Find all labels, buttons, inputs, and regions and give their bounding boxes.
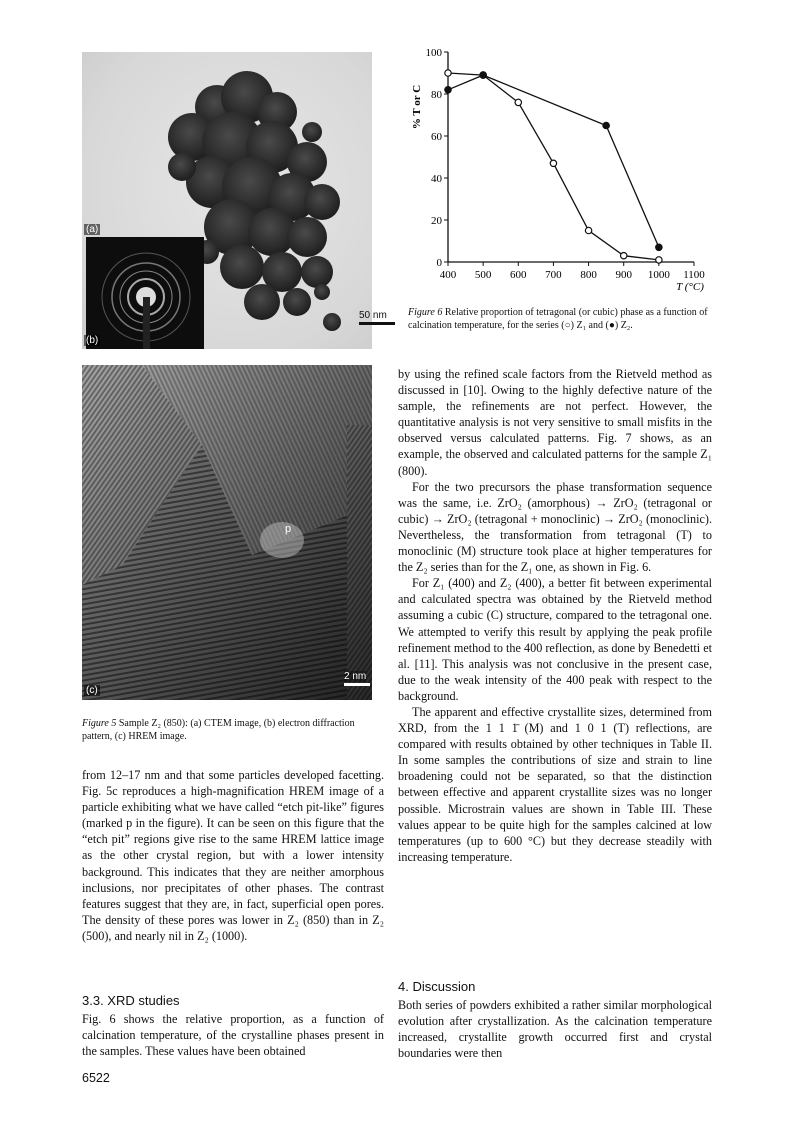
series-2-point (445, 87, 451, 93)
series-2-point (480, 72, 486, 78)
figure6-caption (408, 307, 712, 332)
scale-bar-c-label: 2 nm (344, 671, 367, 682)
scale-bar-a (359, 310, 395, 325)
x-tick-label: 900 (615, 269, 632, 281)
x-axis-label: T (°C) (676, 281, 704, 293)
x-tick-label: 700 (545, 269, 562, 281)
left-paragraph: from 12–17 nm and that some particles developed facetting. Fig. 5c reproduces a high-magnification HREM image of a particle exhibiting what we have called “etch pit-like” figures (marked p in the figure). It can be seen on this figure that the “etch pit” regions give rise to the same HREM lattice image as the other crystal region, but with a lower intensity background. This indicates that they are neither amorphous inclusions, nor precipitates of other phases. The contrast features suggest that they are, in fact, superficial open pores. The density of these pores was lower in Z₂ (850) than in Z₂ (500), and nearly nil in Z₂ (1000). (82, 768, 384, 943)
figure6-caption-title: Figure 6 (408, 307, 443, 318)
scale-bar-a-label: 50 nm (359, 310, 387, 321)
series-1-point (445, 70, 451, 76)
panel-b-label: (b) (86, 335, 99, 346)
section-3-3-body (82, 1011, 384, 1059)
y-tick-label: 60 (431, 131, 442, 143)
section-4-paragraph: Both series of powders exhibited a rather similar morphological evolution after crystallization. As the calcination temperature increased, crystallite growth occurred first and crystal boundaries were then (398, 998, 712, 1061)
figure5-caption (82, 718, 374, 743)
page-number: 6522 (82, 1071, 110, 1085)
panel-a-label: (a) (86, 224, 99, 235)
right-paragraph-3: For Z₁ (400) and Z₂ (400), a better fit between experimental and calculated spectra was obtained by the Rietveld method assuming a cubic (C) structure, compared to the tetragonal one. We attempted to verify this result by applying the peak profile refinement method to the 400 reflection, as done by Benedetti et al. [11]. This analysis was not conclusive in the present case, due to the weak intensity of the 400 peak with respect to the background. (398, 576, 712, 703)
pit-label: p (285, 523, 292, 535)
section-3-3-paragraph: Fig. 6 shows the relative proportion, as a function of calcination temperature, of the crystalline phases present in the samples. These values have been obtained (82, 1012, 384, 1059)
right-paragraph-4: The apparent and effective crystallite sizes, determined from XRD, from the 1 1 1̄ (M) and 1 0 1 (T) reflections, are compared with results obtained by other techniques in Table II. In some samples the contributions of size and strain to line broadening could not be separated, so that the distinction between effective and apparent crystallite sizes was no longer possible. Microstrain values are shown in Table III. These values appear to be quite high for the samples calcined at low temperatures (up to 600 °C) but they decrease steadily with increasing temperature. (398, 704, 712, 864)
x-tick-label: 800 (580, 269, 597, 281)
series-1-point (585, 227, 591, 233)
x-tick-label: 1000 (647, 269, 670, 281)
x-tick-label: 500 (474, 269, 492, 281)
series-1-point (656, 257, 662, 263)
diffraction-rings-icon (86, 237, 204, 349)
right-paragraph-1: by using the refined scale factors from the Rietveld method as discussed in [10]. Owing to the highly defective nature of the sample, the refinements are not perfect. However, the quantitative analysis is not very sensitive to small misfits in the observed versus calculated patterns. Fig. 7 shows, as an example, the observed and calculated patterns for the sample Z₁ (800). (398, 367, 712, 478)
panel-c-label: (c) (86, 685, 98, 696)
left-body (82, 767, 384, 944)
figure6-chart (406, 40, 716, 300)
series-1-point (515, 99, 521, 105)
scale-bar-c (344, 671, 370, 686)
section-4-body (398, 997, 712, 1061)
y-tick-label: 40 (431, 173, 442, 185)
x-tick-label: 600 (510, 269, 527, 281)
section-4-heading: 4. Discussion (398, 979, 476, 994)
figure5c-hrem-image (82, 365, 372, 700)
x-tick-label: 400 (439, 269, 457, 281)
series-1-point (550, 160, 556, 166)
figure5-caption-text: Sample Z₂ (850): (a) CTEM image, (b) electron diffraction pattern, (c) HREM image. (82, 718, 355, 742)
y-tick-label: 100 (425, 47, 442, 59)
series-2-point (656, 244, 662, 250)
series-2-point (603, 122, 609, 128)
right-paragraph-2: For the two precursors the phase transformation sequence was the same, i.e. ZrO₂ (amorphous) → ZrO₂ (tetragonal or cubic) → ZrO₂ (tetragonal + monoclinic) → ZrO₂ (monoclinic). Nevertheless, the transformation from tetragonal (T) to monoclinic (M) structure took place at higher temperatures for the Z₂ series than for the Z₁ one, as shown in Fig. 6. (398, 479, 712, 575)
y-axis-label: % T or C (411, 84, 423, 130)
figure6-caption-text: Relative proportion of tetragonal (or cubic) phase as a function of calcination temperature, for the series (○) Z₁ and (●) Z₂. (408, 307, 708, 331)
lattice-fringes-icon (82, 365, 372, 700)
y-tick-label: 0 (436, 257, 442, 269)
y-tick-label: 80 (431, 89, 442, 101)
section-3-3-heading: 3.3. XRD studies (82, 993, 180, 1008)
series-1-point (621, 253, 627, 259)
figure5-caption-title: Figure 5 (82, 718, 117, 729)
figure5b-diffraction-pattern (86, 237, 204, 349)
x-tick-label: 1100 (683, 269, 705, 281)
figure5a-ctem-image (82, 52, 387, 349)
y-tick-label: 20 (431, 215, 442, 227)
right-body (398, 366, 712, 865)
